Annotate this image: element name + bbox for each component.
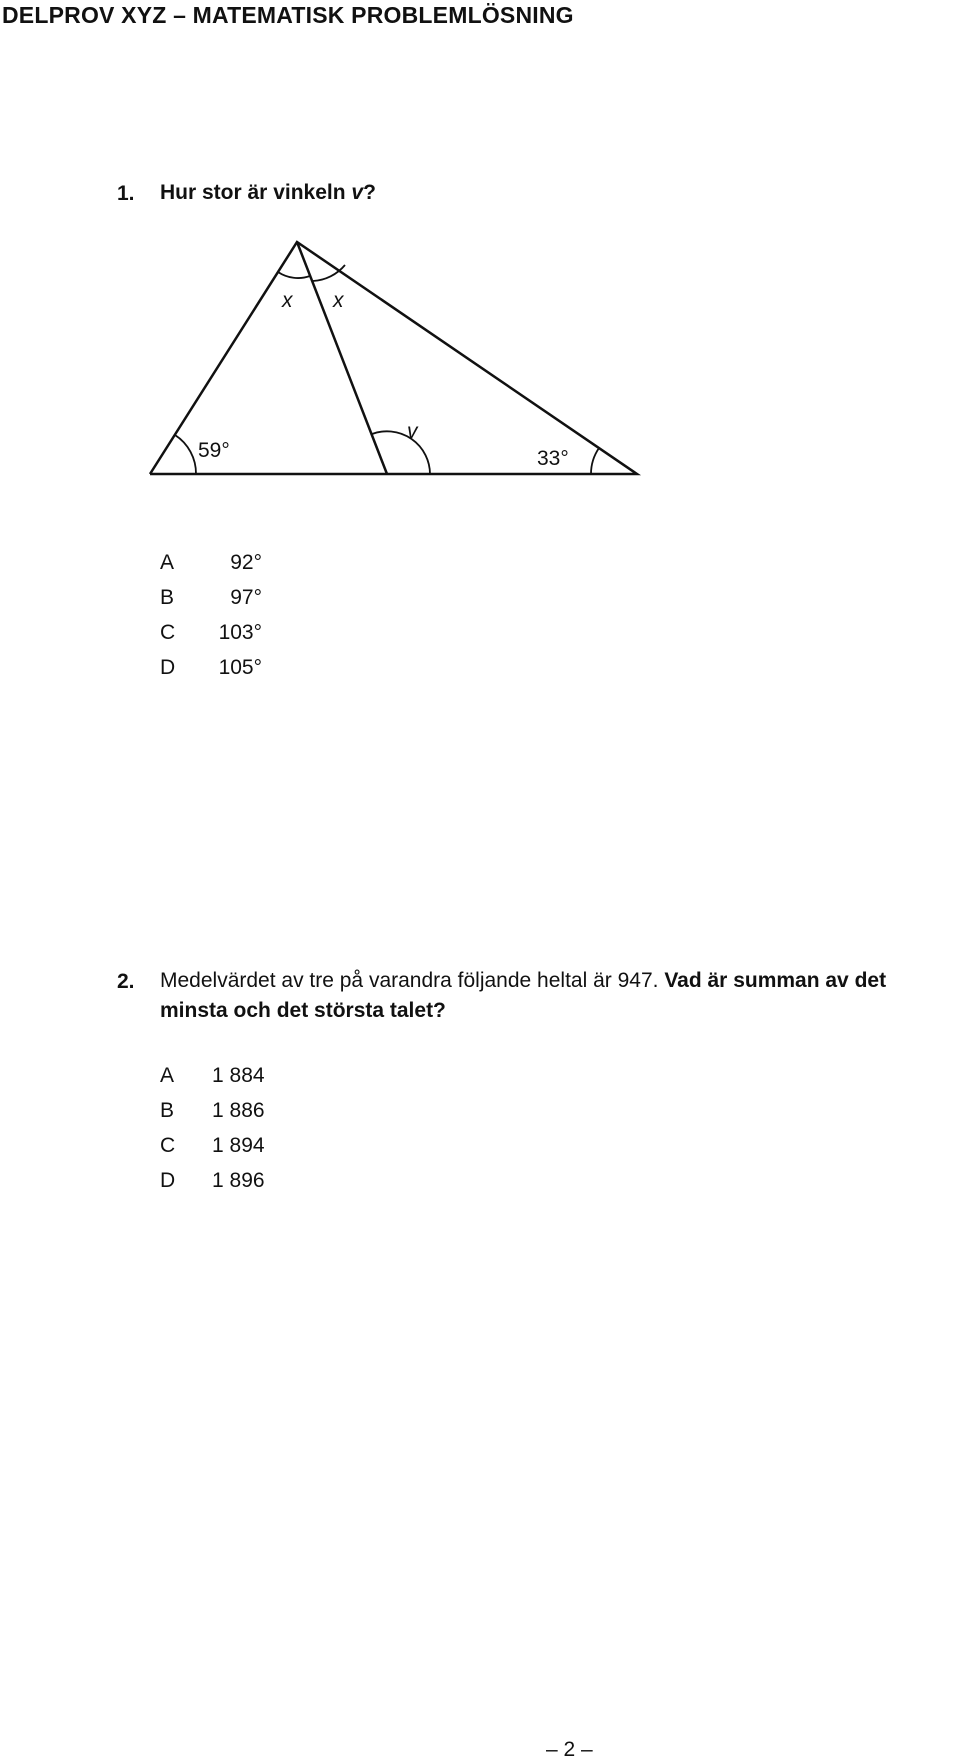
choice-value: 105° [218,656,262,679]
choice-item[interactable] [160,650,262,685]
choice-letter: D [160,656,176,679]
choice-letter: B [160,1099,175,1122]
question-2-text [160,966,950,1026]
choice-letter: B [160,586,175,609]
label-angle-33: 33° [537,447,569,470]
choice-value: 1 894 [212,1134,265,1157]
choice-value: 1 884 [212,1064,265,1087]
question-1-choices [160,545,262,685]
angle-arc-right [591,448,599,474]
choice-value: 97° [230,586,262,609]
choice-item[interactable] [160,545,262,580]
question-1-number: 1. [117,182,135,205]
page-number: – 2 – [546,1738,593,1761]
angle-arc-v [372,431,430,474]
angle-arc-apex-left [278,272,310,278]
label-angle-59: 59° [198,439,230,462]
choice-value: 1 896 [212,1169,265,1192]
choice-item[interactable] [160,1128,265,1163]
choice-value: 92° [230,551,262,574]
question-1-prompt: Hur stor är vinkeln [160,181,352,204]
choice-letter: A [160,551,175,574]
choice-letter: D [160,1169,176,1192]
question-1-text [160,178,376,208]
angle-arc-apex-right [313,265,345,281]
triangle-figure [140,238,650,488]
question-1-question-mark: ? [363,181,376,204]
label-x-right: x [333,289,344,312]
choice-item[interactable] [160,1058,265,1093]
choice-letter: A [160,1064,175,1087]
choice-letter: C [160,621,176,644]
triangle-cevian [297,242,387,474]
question-2-statement: Medelvärdet av tre på varandra följande heltal är 947. [160,969,665,992]
label-angle-v: v [407,420,418,443]
choice-value: 103° [218,621,262,644]
page-title: DELPROV XYZ – MATEMATISK PROBLEMLÖSNING [2,2,574,28]
question-2-choices [160,1058,265,1198]
choice-item[interactable] [160,1163,265,1198]
choice-item[interactable] [160,615,262,650]
angle-arc-left [175,435,196,474]
choice-value: 1 886 [212,1099,265,1122]
question-2-question-line-2: minsta och det största talet? [160,999,446,1022]
choice-letter: C [160,1134,176,1157]
question-2-question-line-1: Vad är summan av det [664,969,887,992]
choice-item[interactable] [160,580,262,615]
question-1-variable: v [351,181,364,204]
choice-item[interactable] [160,1093,265,1128]
label-x-left: x [282,289,293,312]
question-2-number: 2. [117,970,135,993]
